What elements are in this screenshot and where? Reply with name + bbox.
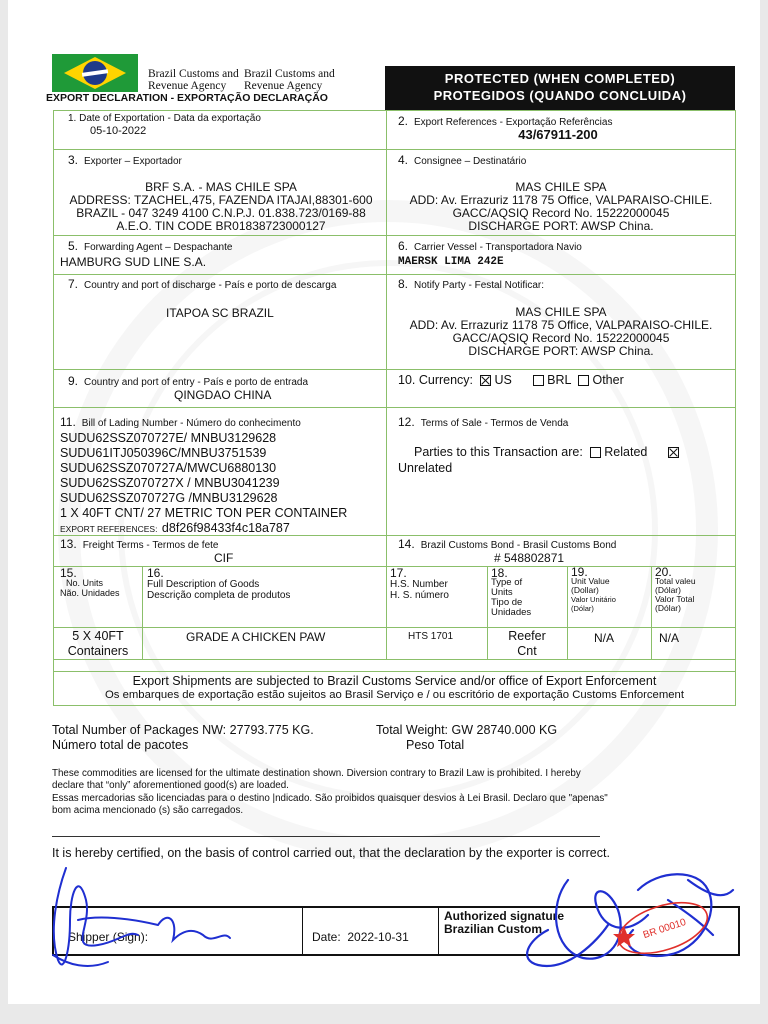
license-text: These commodities are licensed for the ultimate destination shown. Diversion contrary to Brazil Law is prohibited. I hereby declare that “only” aforementioned good(s) are loaded. Essas mercadorias são licenciadas para o destino |ndicado. São proibidos quaisquer desvios à Lei Brasil. Declaro que "apenas" bom acima mencionado (s) são carregados. bbox=[52, 768, 608, 816]
goods-description-cell: GRADE A CHICKEN PAW bbox=[186, 630, 326, 644]
total-weight: Total Weight: GW 28740.000 KG Peso Total bbox=[376, 723, 558, 752]
related-label: Related bbox=[604, 445, 648, 459]
stamp-text: BR 00010 bbox=[641, 916, 688, 942]
field-1-text: Date of Exportation - Data da exportação bbox=[79, 113, 261, 124]
field-9-label: 9. Country and port of entry - País e porto de entrada bbox=[68, 374, 309, 388]
total-packages: Total Number of Packages NW: 27793.775 KG. Número total de pacotes bbox=[52, 723, 314, 752]
customs-bond-value: # 548802871 bbox=[494, 551, 565, 565]
field-13-label: 13. Freight Terms - Termos de fete bbox=[60, 537, 219, 551]
parties-label: Parties to this Transaction are: bbox=[414, 445, 583, 459]
bill-of-lading-line: SUDU62SSZ070727G /MNBU3129628 bbox=[60, 491, 278, 505]
consignee-line: GACC/AQSIQ Record No. 15222000045 bbox=[452, 206, 670, 220]
export-references-code: d8f26f98433f4c18a787 bbox=[161, 521, 290, 535]
field-8-label: 8. Notify Party - Festal Notificar: bbox=[398, 277, 545, 291]
goods-total-value-cell: N/A bbox=[659, 631, 680, 645]
goods-unit-value-cell: N/A bbox=[594, 631, 615, 645]
agency-name-2: Brazil Customs and Revenue Agency bbox=[244, 68, 335, 92]
goods-units-cell: 5 X 40FT Containers bbox=[67, 629, 129, 658]
consignee-line: MAS CHILE SPA bbox=[515, 180, 607, 194]
exporter-line: BRAZIL - 047 3249 4100 C.N.P.J. 01.838.723/0169-88 bbox=[76, 206, 366, 220]
currency-us-label: US bbox=[494, 373, 512, 387]
field-7-label: 7. Country and port of discharge - País e porto de descarga bbox=[68, 277, 337, 291]
bill-of-lading-line: SUDU62SSZ070727E/ MNBU3129628 bbox=[60, 431, 277, 445]
signature-date: Date: 2022-10-31 bbox=[312, 930, 409, 944]
port-of-entry-value: QINGDAO CHINA bbox=[174, 388, 272, 402]
consignee-line: ADD: Av. Errazuriz 1178 75 Office, VALPARAISO-CHILE. bbox=[409, 193, 713, 207]
notify-line: GACC/AQSIQ Record No. 15222000045 bbox=[452, 331, 670, 345]
consignee-line: DISCHARGE PORT: AWSP China. bbox=[468, 219, 654, 233]
field-11-label: 11. Bill of Lading Number - Número do conhecimento bbox=[60, 415, 301, 429]
col-19-header: 19. Unit Value (Dollar) Valor Unitário (Dólar) bbox=[571, 565, 616, 613]
notify-line: MAS CHILE SPA bbox=[515, 305, 607, 319]
export-declaration-page bbox=[8, 0, 760, 1004]
bill-of-lading-line: SUDU61ITJ050396C/MNBU3751539 bbox=[60, 446, 267, 460]
protected-line-1: PROTECTED (WHEN COMPLETED) bbox=[444, 71, 676, 86]
col-20-header: 20. Total valeu (Dólar) Valor Total (Dólar) bbox=[655, 565, 696, 613]
field-6-label: 6. Carrier Vessel - Transportadora Navio bbox=[398, 239, 582, 253]
field-12-label: 12. Terms of Sale - Termos de Venda bbox=[398, 415, 569, 429]
export-notice-en: Export Shipments are subjected to Brazil Customs Service and/or office of Export Enforcement bbox=[132, 674, 657, 688]
freight-terms-value: CIF bbox=[214, 551, 234, 565]
bill-of-lading-line: SUDU62SSZ070727X / MNBU3041239 bbox=[60, 476, 280, 490]
port-of-discharge-value: ITAPOA SC BRAZIL bbox=[166, 306, 274, 320]
col-16-header: 16. Full Description of Goods Descrição completa de produtos bbox=[147, 566, 291, 601]
notify-line: DISCHARGE PORT: AWSP China. bbox=[468, 344, 654, 358]
currency-other-label: Other bbox=[592, 373, 624, 387]
goods-type-cell: Reefer Cnt bbox=[508, 629, 546, 658]
authorized-signature-label: Authorized signature Brazilian Custom bbox=[444, 909, 565, 936]
shipper-signature bbox=[53, 868, 230, 966]
form-title: EXPORT DECLARATION - EXPORTAÇÃO DECLARAÇÃO bbox=[46, 92, 328, 104]
col-17-header: 17. H.S. Number H. S. número bbox=[390, 566, 449, 601]
export-references-label: EXPORT REFERENCES: bbox=[60, 524, 158, 534]
protected-line-2: PROTEGIDOS (QUANDO CONCLUIDA) bbox=[433, 88, 687, 103]
field-2-label: 2. Export References - Exportação Referências bbox=[398, 114, 613, 128]
col-18-header: 18. Type of Units Tipo de Unidades bbox=[491, 566, 532, 618]
field-5-label: 5. Forwarding Agent – Despachante bbox=[68, 239, 233, 253]
bill-of-lading-line: SUDU62SSZ070727A/MWCU6880130 bbox=[60, 461, 277, 475]
shipper-sign-label: Shipper (Sign): bbox=[68, 930, 149, 944]
currency-label: 10. Currency: bbox=[398, 373, 474, 387]
currency-brl-label: BRL bbox=[547, 373, 572, 387]
unrelated-label: Unrelated bbox=[398, 461, 453, 475]
bill-of-lading-line: 1 X 40FT CNT/ 27 METRIC TON PER CONTAINER bbox=[60, 506, 348, 520]
forwarding-agent-value: HAMBURG SUD LINE S.A. bbox=[60, 255, 207, 269]
field-1-number: 1. bbox=[68, 113, 77, 124]
field-4-label: 4. Consignee – Destinatário bbox=[398, 153, 527, 167]
field-3-label: 3. Exporter – Exportador bbox=[68, 153, 182, 167]
goods-hs-cell: HTS 1701 bbox=[408, 631, 454, 642]
carrier-vessel-value: MAERSK LIMA 242E bbox=[398, 256, 504, 268]
exporter-line: A.E.O. TIN CODE BR01838723000127 bbox=[116, 219, 326, 233]
exporter-line: BRF S.A. - MAS CHILE SPA bbox=[145, 180, 297, 194]
notify-line: ADD: Av. Errazuriz 1178 75 Office, VALPARAISO-CHILE. bbox=[409, 318, 713, 332]
field-14-label: 14. Brazil Customs Bond - Brasil Customs Bond bbox=[398, 537, 617, 551]
date-of-exportation: 05-10-2022 bbox=[90, 125, 147, 137]
export-references-value: 43/67911-200 bbox=[518, 127, 598, 142]
col-15-header: 15. No. Units Não. Unidades bbox=[60, 566, 120, 598]
certification-text: It is hereby certified, on the basis of control carried out, that the declaration by the exporter is correct. bbox=[52, 846, 610, 860]
signature-overlay bbox=[8, 0, 760, 1004]
export-notice-pt: Os embarques de exportação estão sujeitos ao Brasil Serviço e / ou escritório de exportação Customs Enforcement bbox=[105, 689, 684, 701]
agency-name-1: Brazil Customs and Revenue Agency bbox=[148, 68, 239, 92]
exporter-line: ADDRESS: TZACHEL,475, FAZENDA ITAJAI,88301-600 bbox=[69, 193, 373, 207]
